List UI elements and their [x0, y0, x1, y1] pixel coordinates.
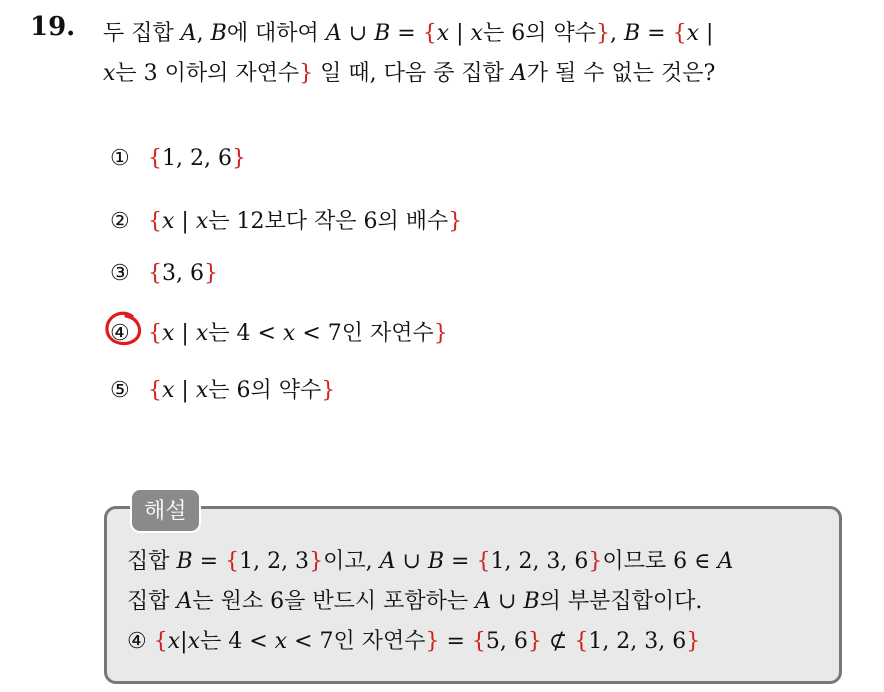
answer-circle-mark: [102, 310, 144, 350]
option-4[interactable]: ④ {x | x는 4 < x < 7인 자연수}: [110, 321, 448, 346]
option-number: ①: [110, 146, 130, 171]
option-number: ⑤: [110, 378, 130, 403]
solution-line-3: ④ {x|x는 4 < x < 7인 자연수} = {5, 6} ⊄ {1, 2, 3, 6}: [127, 629, 701, 654]
option-5[interactable]: ⑤ {x | x는 6의 약수}: [110, 378, 336, 403]
question-line-2: x는 3 이하의 자연수} 일 때, 다음 중 집합 A가 될 수 없는 것은?: [103, 61, 716, 86]
option-number: ③: [110, 261, 130, 286]
question-line-1: 두 집합 A, B에 대하여 A ∪ B = {x | x는 6의 약수}, B = {x |: [103, 21, 714, 46]
option-1[interactable]: ① {1, 2, 6}: [110, 146, 246, 171]
option-3[interactable]: ③ {3, 6}: [110, 261, 218, 286]
solution-tag: 해설: [130, 488, 201, 533]
option-number: ④: [110, 321, 130, 346]
solution-line-2: 집합 A는 원소 6을 반드시 포함하는 A ∪ B의 부분집합이다.: [127, 589, 703, 614]
option-2[interactable]: ② {x | x는 12보다 작은 6의 배수}: [110, 209, 463, 234]
question-number: 19.: [30, 12, 76, 42]
solution-line-1: 집합 B = {1, 2, 3}이고, A ∪ B = {1, 2, 3, 6}이므로 6 ∈ A: [127, 549, 734, 574]
option-number: ②: [110, 209, 130, 234]
